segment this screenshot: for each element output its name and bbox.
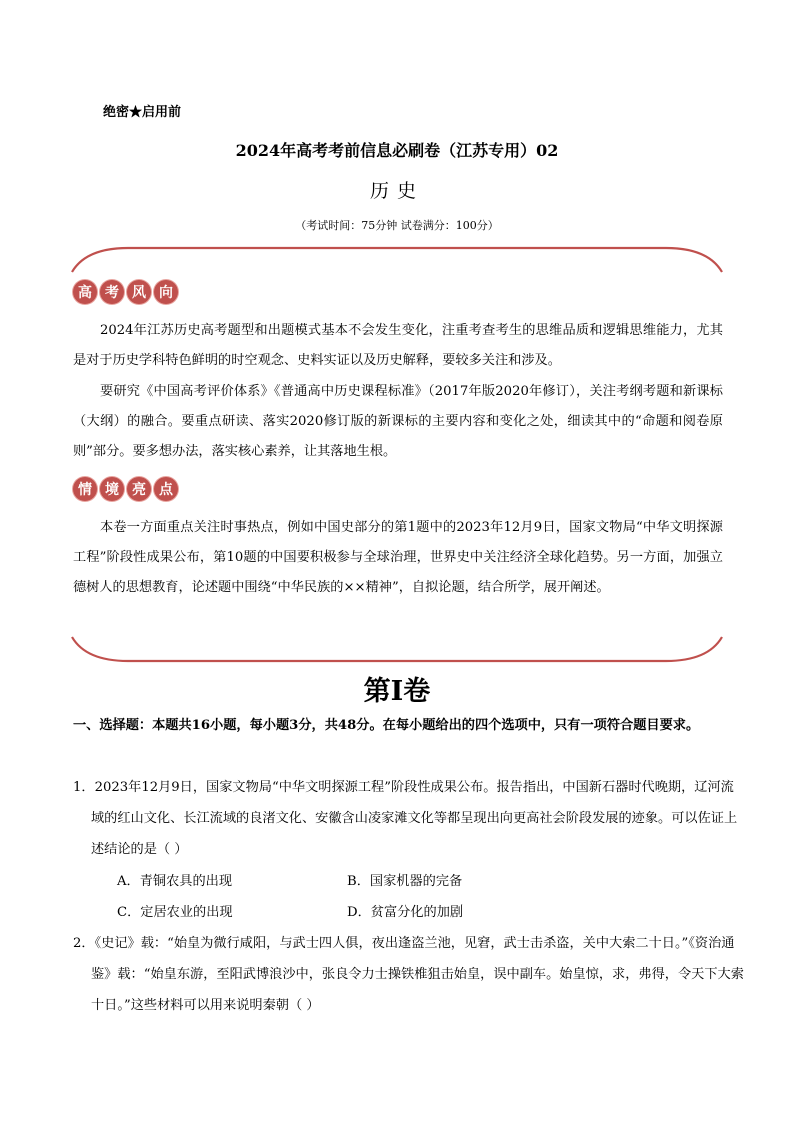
exam-info: （考试时间：75分钟 试卷满分：100分） [295,219,499,232]
question-1-option-d: D．贫富分化的加剧 [347,905,464,920]
badge-char: 风 [127,280,151,304]
exam-title: 2024年高考考前信息必刷卷（江苏专用）02 [235,141,559,160]
badge-char: 点 [154,477,178,501]
section-title: 第I卷 [363,676,431,707]
question-2-stem: 2．《史记》载：“始皇为微行咸阳，与武士四人俱，夜出逢盗兰池，见窘，武士击杀盗，关中大索二十日。”《资治通鉴》载：“始皇东游，至阳武博浪沙中，张良令力士操铁椎狙击始皇，误中副车。始皇惊，求，弗得，令天下大索十日。”这些材料可以用来说明秦朝（ ） [73,936,744,1013]
question-1-option-b: B．国家机器的完备 [347,874,463,889]
section-instruction: 一、选择题：本题共16小题，每小题3分，共48分。在每小题给出的四个选项中，只有一项符合题目要求。 [73,718,700,733]
subject-title: 历史 [369,180,424,202]
badge-char: 亮 [127,477,151,501]
bottom-arc-divider [68,633,726,663]
question-1-option-a: A．青铜农具的出现 [117,874,233,889]
badge-char: 向 [154,280,178,304]
paragraph-3: 本卷一方面重点关注时事热点，例如中国史部分的第1题中的2023年12月9日，国家文物局“中华文明探源工程”阶段性成果公布，第10题的中国要积极参与全球治理，世界史中关注经济全球化趋势。另一方面，加强立德树人的思想教育，论述题中围绕“中华民族的××精神”，自拟论题，结合所学，展开阐述。 [73,520,723,595]
badge-gaokao-fengxiang [73,280,178,305]
question-1-stem: 1．2023年12月9日，国家文物局“中华文明探源工程”阶段性成果公布。报告指出，中国新石器时代晚期，辽河流域的红山文化、长江流域的良渚文化、安徽含山凌家滩文化等都呈现出向更高社会阶段发展的迹象。可以佐证上述结论的是（ ） [73,780,738,857]
paragraph-1: 2024年江苏历史高考题型和出题模式基本不会发生变化，注重考查考生的思维品质和逻辑思维能力，尤其是对于历史学科特色鲜明的时空观念、史料实证以及历史解释，要较多关注和涉及。 [73,323,723,368]
badge-char: 情 [73,477,97,501]
badge-char: 考 [100,280,124,304]
top-arc-divider [68,246,726,276]
question-1-option-c: C．定居农业的出现 [117,905,233,920]
confidential-label: 绝密★启用前 [103,105,182,120]
paragraph-2: 要研究《中国高考评价体系》《普通高中历史课程标准》（2017年版2020年修订），关注考纲考题和新课标（大纲）的融合。要重点研读、落实2020修订版的新课标的主要内容和变化之处，细读其中的“命题和阅卷原则”部分。要多想办法，落实核心素养，让其落地生根。 [73,384,723,459]
badge-qingjing-liangdian [73,477,178,502]
badge-char: 高 [73,280,97,304]
badge-char: 境 [100,477,124,501]
